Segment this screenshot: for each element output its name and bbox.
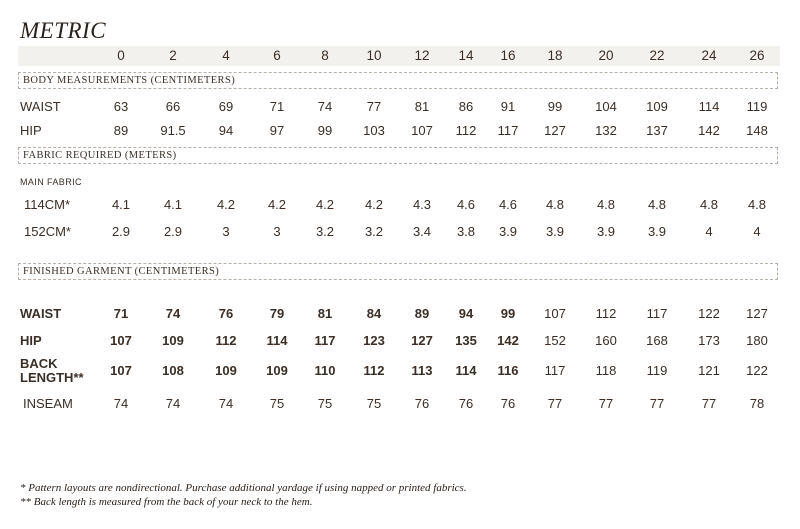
table-cell: 4.6 [498,197,518,212]
table-cell: 135 [455,333,477,348]
section-body-measurements [18,72,778,89]
table-cell: 109 [215,363,237,378]
table-cell: 160 [595,333,617,348]
size-header-cell: 18 [547,48,563,63]
table-cell: 4.8 [747,197,767,212]
table-row-finished-hip [0,331,800,351]
table-cell: 77 [701,396,717,411]
size-header-cell: 22 [649,48,665,63]
table-cell: 109 [646,99,668,114]
table-cell: 110 [314,363,336,378]
table-cell: 117 [646,306,668,321]
table-cell: 97 [269,123,285,138]
table-cell: 3.9 [596,224,616,239]
table-cell: 4.2 [216,197,236,212]
table-cell: 4.6 [456,197,476,212]
size-header-cell: 20 [598,48,614,63]
table-cell: 76 [218,306,234,321]
table-row-finished-waist [0,304,800,324]
table-cell: 91 [500,99,516,114]
table-cell: 119 [746,99,768,114]
table-row-finished-back-length [0,356,800,385]
table-cell: 3.8 [456,224,476,239]
table-cell: 74 [317,99,333,114]
table-cell: 4 [705,224,713,239]
table-cell: 116 [497,363,519,378]
table-cell: 107 [411,123,433,138]
table-cell: 121 [698,363,720,378]
table-cell: 78 [749,396,765,411]
table-cell: 66 [165,99,181,114]
table-cell: 63 [113,99,129,114]
table-cell: 77 [598,396,614,411]
table-row-body-hip [0,121,800,141]
table-cell: 77 [366,99,382,114]
size-header-row [0,46,800,66]
table-cell: 4.2 [267,197,287,212]
table-cell: 142 [698,123,720,138]
table-cell: 117 [314,333,336,348]
table-cell: 137 [646,123,668,138]
row-label: WAIST [20,99,61,114]
table-cell: 3.2 [364,224,384,239]
table-cell: 122 [746,363,768,378]
table-cell: 103 [363,123,385,138]
table-cell: 112 [595,306,617,321]
page-title: METRIC [20,18,107,43]
table-cell: 76 [414,396,430,411]
table-cell: 112 [215,333,237,348]
table-row-body-waist [0,97,800,117]
footnote-pattern-layouts: * Pattern layouts are nondirectional. Purchase additional yardage if using napped or printed fabrics. [20,482,467,494]
table-cell: 119 [646,363,668,378]
table-cell: 117 [497,123,519,138]
table-cell: 107 [110,363,132,378]
section-heading: BODY MEASUREMENTS (CENTIMETERS) [23,75,236,86]
size-header-cell: 8 [321,48,329,63]
table-cell: 114 [266,333,288,348]
table-cell: 118 [595,363,617,378]
size-header-cell: 0 [117,48,125,63]
size-header-cell: 6 [273,48,281,63]
footnotes [20,481,467,509]
size-header-cell: 14 [458,48,474,63]
table-cell: 4.8 [699,197,719,212]
table-cell: 94 [458,306,474,321]
table-cell: 107 [544,306,566,321]
size-header-cell: 16 [500,48,516,63]
table-cell: 79 [269,306,285,321]
table-cell: 69 [218,99,234,114]
table-cell: 77 [547,396,563,411]
table-cell: 2.9 [163,224,183,239]
table-cell: 122 [698,306,720,321]
table-cell: 4.1 [163,197,183,212]
table-cell: 127 [746,306,768,321]
row-label: WAIST [20,306,62,321]
table-cell: 132 [595,123,617,138]
table-cell: 75 [269,396,285,411]
table-cell: 81 [317,306,333,321]
table-cell: 109 [162,333,184,348]
section-heading: FABRIC REQUIRED (METERS) [23,150,177,161]
table-cell: 173 [698,333,720,348]
table-cell: 91.5 [160,123,186,138]
table-cell: 75 [317,396,333,411]
table-cell: 81 [414,99,430,114]
table-row-fabric-152 [0,222,800,242]
size-header-cell: 12 [414,48,430,63]
table-cell: 114 [455,363,477,378]
table-cell: 148 [746,123,768,138]
table-cell: 89 [113,123,129,138]
footnote-back-length: ** Back length is measured from the back of your neck to the hem. [20,496,313,508]
table-cell: 75 [366,396,382,411]
table-cell: 3.4 [412,224,432,239]
table-cell: 127 [411,333,433,348]
table-cell: 180 [746,333,768,348]
row-label [20,357,84,385]
table-cell: 113 [411,363,433,378]
size-header-cell: 4 [222,48,230,63]
section-heading: FINISHED GARMENT (CENTIMETERS) [23,266,220,277]
table-cell: 99 [547,99,563,114]
row-label: HIP [20,123,42,138]
size-header-cell: 26 [749,48,765,63]
table-cell: 3.9 [647,224,667,239]
table-cell: 123 [363,333,385,348]
section-finished-garment [18,263,778,280]
table-cell: 84 [366,306,382,321]
table-cell: 4.8 [596,197,616,212]
row-label-line: BACK [20,356,58,371]
table-cell: 4.1 [111,197,131,212]
table-cell: 108 [162,363,184,378]
table-row-finished-inseam [0,394,800,414]
row-label: 152CM* [24,224,71,239]
size-header-cell: 24 [701,48,717,63]
table-cell: 4.2 [315,197,335,212]
table-cell: 99 [500,306,516,321]
table-cell: 4.2 [364,197,384,212]
table-cell: 99 [317,123,333,138]
table-cell: 71 [269,99,285,114]
table-cell: 86 [458,99,474,114]
table-cell: 77 [649,396,665,411]
table-cell: 76 [500,396,516,411]
table-cell: 3 [222,224,230,239]
table-cell: 112 [363,363,385,378]
table-cell: 4.3 [412,197,432,212]
table-cell: 2.9 [111,224,131,239]
size-header-cell: 10 [366,48,382,63]
table-cell: 76 [458,396,474,411]
main-fabric-label: MAIN FABRIC [20,177,82,187]
table-cell: 4.8 [545,197,565,212]
table-cell: 104 [595,99,617,114]
table-cell: 114 [698,99,720,114]
table-cell: 89 [414,306,430,321]
table-cell: 74 [218,396,234,411]
table-cell: 117 [544,363,566,378]
size-header-cell: 2 [169,48,177,63]
table-cell: 3.9 [545,224,565,239]
table-cell: 168 [646,333,668,348]
table-cell: 107 [110,333,132,348]
table-cell: 109 [266,363,288,378]
table-cell: 74 [165,396,181,411]
table-cell: 3 [273,224,281,239]
row-label: 114CM* [24,197,71,212]
table-cell: 74 [165,306,181,321]
table-cell: 127 [544,123,566,138]
table-cell: 74 [113,396,129,411]
table-cell: 112 [455,123,477,138]
table-cell: 4 [753,224,761,239]
table-cell: 71 [113,306,129,321]
table-cell: 152 [544,333,566,348]
table-row-fabric-114 [0,195,800,215]
table-cell: 3.2 [315,224,335,239]
row-label: INSEAM [23,396,73,411]
table-cell: 3.9 [498,224,518,239]
row-label: HIP [20,333,42,348]
row-label-line: LENGTH** [20,370,84,385]
table-cell: 142 [497,333,519,348]
table-cell: 4.8 [647,197,667,212]
section-fabric-required [18,147,778,164]
table-cell: 94 [218,123,234,138]
